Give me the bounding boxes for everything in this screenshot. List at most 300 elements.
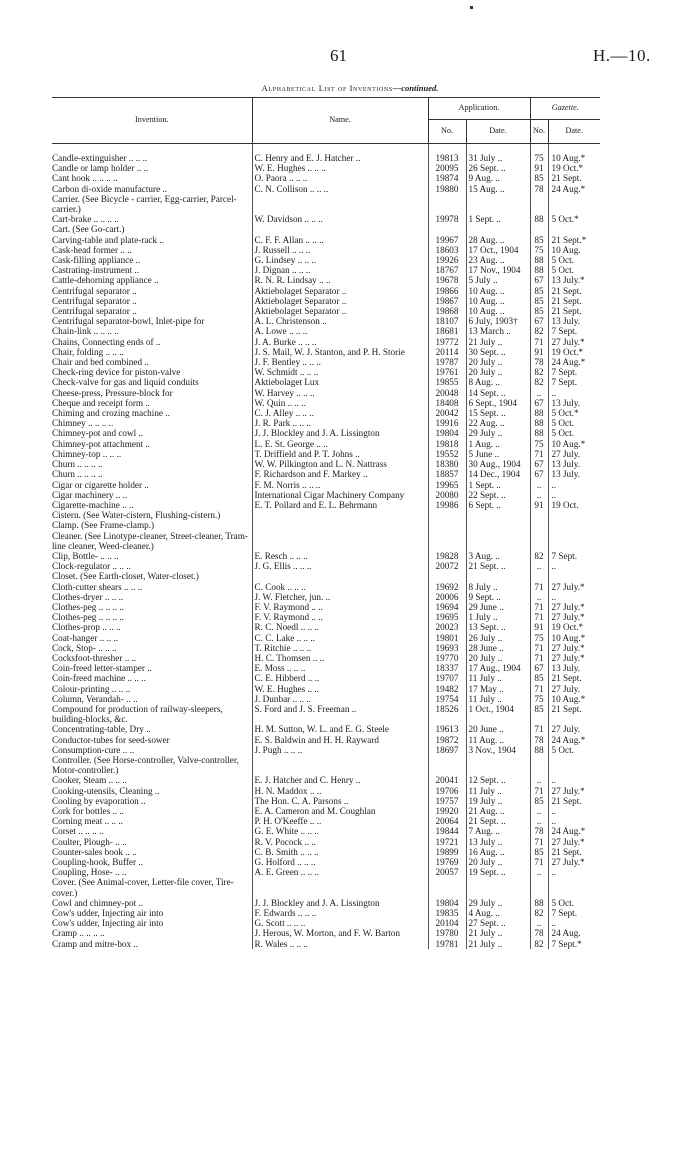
gazette-number-cell: 85 [530, 796, 548, 806]
application-number-cell: 18767 [428, 265, 466, 275]
name-cell: C. Henry and E. J. Hatcher .. [252, 153, 428, 163]
gazette-number-cell [530, 755, 548, 775]
application-number-cell: 19965 [428, 480, 466, 490]
application-number-cell: 19693 [428, 643, 466, 653]
gazette-date-cell: 21 Sept. [548, 306, 600, 316]
gazette-date-cell: 24 Aug.* [548, 826, 600, 836]
application-number-cell: 19872 [428, 735, 466, 745]
gazette-number-cell: 71 [530, 602, 548, 612]
invention-cell: Cheese-press, Pressure-block for [52, 388, 252, 398]
gazette-date-cell: 7 Sept. [548, 551, 600, 561]
invention-cell: Clock-regulator .. .. .. [52, 561, 252, 571]
application-date-cell: 21 Sept. .. [466, 816, 530, 826]
invention-cell: Coulter, Plough- .. .. [52, 837, 252, 847]
name-cell: Aktiebolaget Separator .. [252, 296, 428, 306]
document-reference: H.—10. [593, 46, 651, 65]
name-cell: E. A. Cameron and M. Coughlan [252, 806, 428, 816]
name-cell: G. Holford .. .. .. [252, 857, 428, 867]
table-row [52, 265, 600, 275]
application-number-cell: 19804 [428, 428, 466, 438]
invention-cell: Centrifugal separator .. [52, 286, 252, 296]
gazette-number-cell: 71 [530, 582, 548, 592]
name-cell [252, 877, 428, 897]
application-date-cell: 31 July .. [466, 153, 530, 163]
application-number-cell: 18697 [428, 745, 466, 755]
application-date-cell: 28 Aug. .. [466, 235, 530, 245]
application-date-cell: 20 July .. [466, 857, 530, 867]
gazette-date-cell: 7 Sept.* [548, 939, 600, 949]
application-date-cell: 9 Sept. .. [466, 592, 530, 602]
application-number-cell: 19780 [428, 928, 466, 938]
application-number-cell: 20042 [428, 408, 466, 418]
gazette-date-cell [548, 194, 600, 214]
application-number-cell: 18408 [428, 398, 466, 408]
application-date-cell: 23 Aug. .. [466, 255, 530, 265]
gazette-date-cell: 19 Oct.* [548, 347, 600, 357]
name-cell: J. F. Bentley .. .. .. [252, 357, 428, 367]
application-date-cell: 16 Aug. .. [466, 847, 530, 857]
name-cell: J. Pugh .. .. .. [252, 745, 428, 755]
gazette-number-cell: 85 [530, 173, 548, 183]
application-date-cell: 17 Oct., 1904 [466, 245, 530, 255]
invention-cell: Centrifugal separator .. [52, 296, 252, 306]
application-number-cell: 19867 [428, 296, 466, 306]
application-date-cell [466, 194, 530, 214]
application-number-cell: 19986 [428, 500, 466, 510]
invention-cell: Chair and bed combined .. [52, 357, 252, 367]
gazette-number-cell: 75 [530, 245, 548, 255]
application-date-cell: 20 June .. [466, 724, 530, 734]
name-cell: A. Lowe .. .. .. [252, 326, 428, 336]
gazette-number-cell: .. [530, 775, 548, 785]
table-row [52, 194, 600, 214]
application-number-cell: 18603 [428, 245, 466, 255]
gazette-number-cell [530, 520, 548, 530]
gazette-number-cell: 67 [530, 469, 548, 479]
name-cell [252, 224, 428, 234]
name-cell: The Hon. C. A. Parsons .. [252, 796, 428, 806]
invention-cell: Check-valve for gas and liquid conduits [52, 377, 252, 387]
invention-cell: Cocksfoot-thresher .. .. [52, 653, 252, 663]
application-number-cell: 19899 [428, 847, 466, 857]
gazette-number-cell: 71 [530, 643, 548, 653]
name-cell: J. Russell .. .. .. [252, 245, 428, 255]
name-cell: J. G. Ellis .. .. .. [252, 561, 428, 571]
invention-cell: Cow's udder, Injecting air into [52, 908, 252, 918]
table-row [52, 775, 600, 785]
application-number-cell: 18681 [428, 326, 466, 336]
gazette-date-cell: 24 Aug.* [548, 735, 600, 745]
table-row [52, 724, 600, 734]
invention-cell: Cow's udder, Injecting air into [52, 918, 252, 928]
name-cell: J. Dignan .. .. .. [252, 265, 428, 275]
application-number-cell: 19761 [428, 367, 466, 377]
name-cell [252, 520, 428, 530]
gazette-number-cell: 67 [530, 316, 548, 326]
gazette-date-cell: .. [548, 806, 600, 816]
name-cell: C. C. Lake .. .. .. [252, 633, 428, 643]
gazette-number-cell: 85 [530, 704, 548, 724]
gazette-number-cell: .. [530, 867, 548, 877]
gazette-number-cell: 85 [530, 286, 548, 296]
application-number-cell: 19613 [428, 724, 466, 734]
gazette-date-cell: .. [548, 480, 600, 490]
table-row [52, 510, 600, 520]
gazette-number-cell: 71 [530, 857, 548, 867]
application-date-cell: 14 Dec., 1904 [466, 469, 530, 479]
application-number-cell: 19874 [428, 173, 466, 183]
table-row [52, 602, 600, 612]
application-number-cell [428, 194, 466, 214]
invention-cell: Corset .. .. .. .. [52, 826, 252, 836]
gazette-number-cell: 71 [530, 612, 548, 622]
invention-cell: Chains, Connecting ends of .. [52, 337, 252, 347]
page-header [0, 46, 700, 68]
gazette-date-cell: .. [548, 918, 600, 928]
gazette-date-cell: 21 Sept. [548, 796, 600, 806]
application-number-cell: 20023 [428, 622, 466, 632]
gazette-date-cell: 27 July.* [548, 612, 600, 622]
name-cell: W. Harvey .. .. .. [252, 388, 428, 398]
invention-cell: Cigar machinery .. .. [52, 490, 252, 500]
table-row [52, 673, 600, 683]
application-number-cell: 18380 [428, 459, 466, 469]
application-date-cell: 26 July .. [466, 633, 530, 643]
table-row [52, 531, 600, 551]
invention-cell: Clothes-prop .. .. .. [52, 622, 252, 632]
gazette-number-cell: 71 [530, 337, 548, 347]
application-number-cell: 19855 [428, 377, 466, 387]
gazette-date-cell [548, 571, 600, 581]
gazette-date-cell: .. [548, 592, 600, 602]
invention-cell: Conductor-tubes for seed-sower [52, 735, 252, 745]
application-date-cell: 27 Sept. .. [466, 918, 530, 928]
invention-cell: Clip, Bottle- .. .. .. [52, 551, 252, 561]
invention-cell: Clothes-peg .. .. .. .. [52, 602, 252, 612]
invention-cell: Clothes-peg .. .. .. .. [52, 612, 252, 622]
col-name: Name. [252, 98, 428, 144]
invention-cell: Cask-filling appliance .. [52, 255, 252, 265]
col-gazette-date: Date. [548, 120, 600, 144]
name-cell: E. T. Pollard and E. L. Behrmann [252, 500, 428, 510]
invention-cell: Centrifugal separator-bowl, Inlet-pipe for [52, 316, 252, 326]
gazette-date-cell: 13 July. [548, 316, 600, 326]
table-row [52, 633, 600, 643]
name-cell: J. J. Blockley and J. A. Lissington [252, 898, 428, 908]
gazette-date-cell [548, 877, 600, 897]
gazette-date-cell: 10 Aug. [548, 245, 600, 255]
application-date-cell: 21 Sept. .. [466, 561, 530, 571]
invention-cell: Cigar or cigarette holder .. [52, 480, 252, 490]
application-date-cell: 6 Sept., 1904 [466, 398, 530, 408]
application-number-cell: 18107 [428, 316, 466, 326]
application-date-cell: 8 July .. [466, 582, 530, 592]
invention-cell: Column, Verandah- .. .. [52, 694, 252, 704]
application-number-cell: 19754 [428, 694, 466, 704]
application-number-cell [428, 520, 466, 530]
application-number-cell: 19835 [428, 908, 466, 918]
gazette-date-cell: 27 July.* [548, 602, 600, 612]
name-cell: R. C. Noedl .. .. .. [252, 622, 428, 632]
gazette-number-cell [530, 877, 548, 897]
gazette-date-cell: 24 Aug.* [548, 184, 600, 194]
application-number-cell: 19692 [428, 582, 466, 592]
table-row [52, 255, 600, 265]
name-cell: R. N. R. Lindsay .. .. [252, 275, 428, 285]
table-row [52, 480, 600, 490]
gazette-number-cell: 75 [530, 153, 548, 163]
gazette-number-cell: 71 [530, 786, 548, 796]
name-cell [252, 755, 428, 775]
gazette-number-cell: 71 [530, 837, 548, 847]
name-cell: J. S. Mail, W. J. Stanton, and P. H. Storie [252, 347, 428, 357]
col-application: Application. [428, 98, 530, 120]
name-cell: A. L. Christenson .. [252, 316, 428, 326]
application-number-cell: 19772 [428, 337, 466, 347]
gazette-date-cell [548, 510, 600, 520]
application-date-cell: 30 Sept. .. [466, 347, 530, 357]
application-number-cell: 20114 [428, 347, 466, 357]
table-row [52, 214, 600, 224]
table-row [52, 439, 600, 449]
application-number-cell: 19967 [428, 235, 466, 245]
gazette-number-cell: 67 [530, 459, 548, 469]
name-cell: R. Wales .. .. .. [252, 939, 428, 949]
gazette-number-cell: 88 [530, 214, 548, 224]
table-row [52, 357, 600, 367]
table-row [52, 877, 600, 897]
application-number-cell: 19916 [428, 418, 466, 428]
application-date-cell: 11 July .. [466, 694, 530, 704]
table-row [52, 347, 600, 357]
invention-cell: Cleaner. (See Linotype-cleaner, Street-cleaner, Tram-line cleaner, Weed-cleaner.) [52, 531, 252, 551]
table-row [52, 928, 600, 938]
gazette-number-cell: 75 [530, 439, 548, 449]
table-row [52, 806, 600, 816]
gazette-date-cell [548, 520, 600, 530]
gazette-date-cell: 10 Aug.* [548, 694, 600, 704]
gazette-number-cell: .. [530, 918, 548, 928]
application-date-cell: 1 July .. [466, 612, 530, 622]
application-date-cell: 20 July .. [466, 367, 530, 377]
application-number-cell: 19926 [428, 255, 466, 265]
invention-cell: Churn .. .. .. .. [52, 469, 252, 479]
gazette-date-cell: .. [548, 490, 600, 500]
table-row [52, 592, 600, 602]
invention-cell: Compound for production of railway-sleepers, building-blocks, &c. [52, 704, 252, 724]
invention-cell: Cooling by evaporation .. [52, 796, 252, 806]
gazette-number-cell: .. [530, 592, 548, 602]
invention-cell: Chiming and crozing machine .. [52, 408, 252, 418]
name-cell: A. E. Green .. .. .. [252, 867, 428, 877]
invention-cell: Cork for bottles .. .. [52, 806, 252, 816]
application-date-cell: 22 Aug. .. [466, 418, 530, 428]
gazette-date-cell: 24 Aug. [548, 928, 600, 938]
application-date-cell: 3 Aug. .. [466, 551, 530, 561]
application-date-cell: 17 May .. [466, 684, 530, 694]
invention-cell: Churn .. .. .. .. [52, 459, 252, 469]
application-number-cell: 19801 [428, 633, 466, 643]
name-cell: E. J. Hatcher and C. Henry .. [252, 775, 428, 785]
table-row [52, 898, 600, 908]
gazette-number-cell [530, 531, 548, 551]
application-date-cell: 5 July .. [466, 275, 530, 285]
gazette-date-cell: 21 Sept. [548, 673, 600, 683]
invention-cell: Carbon di-oxide manufacture .. [52, 184, 252, 194]
gazette-date-cell: 13 July.* [548, 275, 600, 285]
application-number-cell: 19769 [428, 857, 466, 867]
application-date-cell: 19 Sept. .. [466, 867, 530, 877]
gazette-date-cell: 10 Aug.* [548, 633, 600, 643]
gazette-number-cell: 88 [530, 428, 548, 438]
name-cell: O. Paora .. .. .. [252, 173, 428, 183]
invention-cell: Chair, folding .. .. .. [52, 347, 252, 357]
gazette-number-cell [530, 194, 548, 214]
name-cell: W. Schmidt .. .. .. [252, 367, 428, 377]
gazette-number-cell: 82 [530, 367, 548, 377]
table-row [52, 286, 600, 296]
application-date-cell: 17 Nov., 1904 [466, 265, 530, 275]
application-number-cell: 19770 [428, 653, 466, 663]
name-cell: J. W. Fletcher, jun. .. [252, 592, 428, 602]
invention-cell: Coupling-hook, Buffer .. [52, 857, 252, 867]
invention-cell: Candle or lamp holder .. .. [52, 163, 252, 173]
name-cell: P. H. O'Keeffe .. .. [252, 816, 428, 826]
gazette-number-cell: 91 [530, 347, 548, 357]
gazette-date-cell: 10 Aug.* [548, 439, 600, 449]
application-date-cell: 5 June .. [466, 449, 530, 459]
gazette-date-cell: 5 Oct. [548, 898, 600, 908]
application-date-cell: 8 Aug. .. [466, 377, 530, 387]
print-mark [470, 6, 473, 9]
gazette-number-cell [530, 510, 548, 520]
name-cell: C. J. Alley .. .. .. [252, 408, 428, 418]
table-row [52, 469, 600, 479]
name-cell: E. Moss .. .. .. [252, 663, 428, 673]
gazette-date-cell: 27 July.* [548, 857, 600, 867]
table-row [52, 173, 600, 183]
gazette-number-cell: .. [530, 480, 548, 490]
table-row [52, 551, 600, 561]
application-date-cell: 14 Sept. .. [466, 388, 530, 398]
table-row [52, 520, 600, 530]
application-number-cell: 19757 [428, 796, 466, 806]
gazette-date-cell: 5 Oct. [548, 745, 600, 755]
application-number-cell: 19721 [428, 837, 466, 847]
application-date-cell: 13 July .. [466, 837, 530, 847]
name-cell: F. V. Raymond .. .. [252, 612, 428, 622]
gazette-number-cell: 85 [530, 847, 548, 857]
application-date-cell [466, 520, 530, 530]
table-row [52, 418, 600, 428]
gazette-number-cell: 78 [530, 357, 548, 367]
application-number-cell: 19920 [428, 806, 466, 816]
invention-cell: Cooker, Steam .. .. .. [52, 775, 252, 785]
gazette-date-cell: .. [548, 867, 600, 877]
application-number-cell: 19828 [428, 551, 466, 561]
gazette-number-cell: 82 [530, 326, 548, 336]
invention-cell: Consumption-cure .. .. [52, 745, 252, 755]
invention-cell: Coat-hanger .. .. .. [52, 633, 252, 643]
name-cell: F. M. Norris .. .. .. [252, 480, 428, 490]
table-row [52, 622, 600, 632]
table-row [52, 684, 600, 694]
table-row [52, 735, 600, 745]
table-title-main: Alphabetical List of Inventions [261, 83, 393, 93]
gazette-number-cell: 82 [530, 377, 548, 387]
table-row [52, 408, 600, 418]
application-number-cell [428, 510, 466, 520]
inventions-table [52, 97, 600, 949]
name-cell: J. A. Burke .. .. .. [252, 337, 428, 347]
name-cell: E. Resch .. .. .. [252, 551, 428, 561]
gazette-date-cell [548, 224, 600, 234]
table-row [52, 449, 600, 459]
application-number-cell: 20041 [428, 775, 466, 785]
gazette-number-cell: 78 [530, 826, 548, 836]
name-cell: G. Lindsey .. .. .. [252, 255, 428, 265]
page-number: 61 [330, 46, 347, 65]
application-date-cell: 1 Oct., 1904 [466, 704, 530, 724]
table-row [52, 367, 600, 377]
col-application-no: No. [428, 120, 466, 144]
gazette-date-cell: 21 Sept. [548, 847, 600, 857]
gazette-number-cell: 71 [530, 653, 548, 663]
table-row [52, 490, 600, 500]
application-date-cell: 15 Aug. .. [466, 184, 530, 194]
table-row [52, 582, 600, 592]
invention-cell: Chimney-top .. .. .. [52, 449, 252, 459]
table-row [52, 653, 600, 663]
invention-cell: Cart. (See Go-cart.) [52, 224, 252, 234]
table-body [52, 144, 600, 949]
application-date-cell: 30 Aug., 1904 [466, 459, 530, 469]
gazette-number-cell: 71 [530, 449, 548, 459]
invention-cell: Counter-sales book .. .. [52, 847, 252, 857]
gazette-number-cell: 88 [530, 408, 548, 418]
application-date-cell: 19 July .. [466, 796, 530, 806]
application-date-cell [466, 224, 530, 234]
table-row [52, 275, 600, 285]
table-row [52, 847, 600, 857]
table-row [52, 245, 600, 255]
gazette-number-cell: 88 [530, 265, 548, 275]
application-number-cell: 19978 [428, 214, 466, 224]
table-row [52, 296, 600, 306]
name-cell: Aktiebolaget Separator .. [252, 306, 428, 316]
application-date-cell [466, 571, 530, 581]
name-cell: J. Dunbar .. .. .. [252, 694, 428, 704]
gazette-number-cell: 67 [530, 663, 548, 673]
invention-cell: Controller. (See Horse-controller, Valve-controller, Motor-controller.) [52, 755, 252, 775]
table-row [52, 612, 600, 622]
name-cell: G. Scott .. .. .. [252, 918, 428, 928]
gazette-date-cell: 21 Sept. [548, 296, 600, 306]
application-date-cell: 1 Sept. .. [466, 214, 530, 224]
gazette-number-cell: 88 [530, 745, 548, 755]
table-row [52, 224, 600, 234]
gazette-number-cell: 85 [530, 306, 548, 316]
gazette-number-cell: 78 [530, 735, 548, 745]
invention-cell: Closet. (See Earth-closet, Water-closet.) [52, 571, 252, 581]
table-row [52, 500, 600, 510]
name-cell: S. Ford and J. S. Freeman .. [252, 704, 428, 724]
application-date-cell [466, 755, 530, 775]
gazette-date-cell [548, 531, 600, 551]
gazette-date-cell: 7 Sept. [548, 326, 600, 336]
name-cell: F. V. Raymond .. .. [252, 602, 428, 612]
table-row [52, 377, 600, 387]
